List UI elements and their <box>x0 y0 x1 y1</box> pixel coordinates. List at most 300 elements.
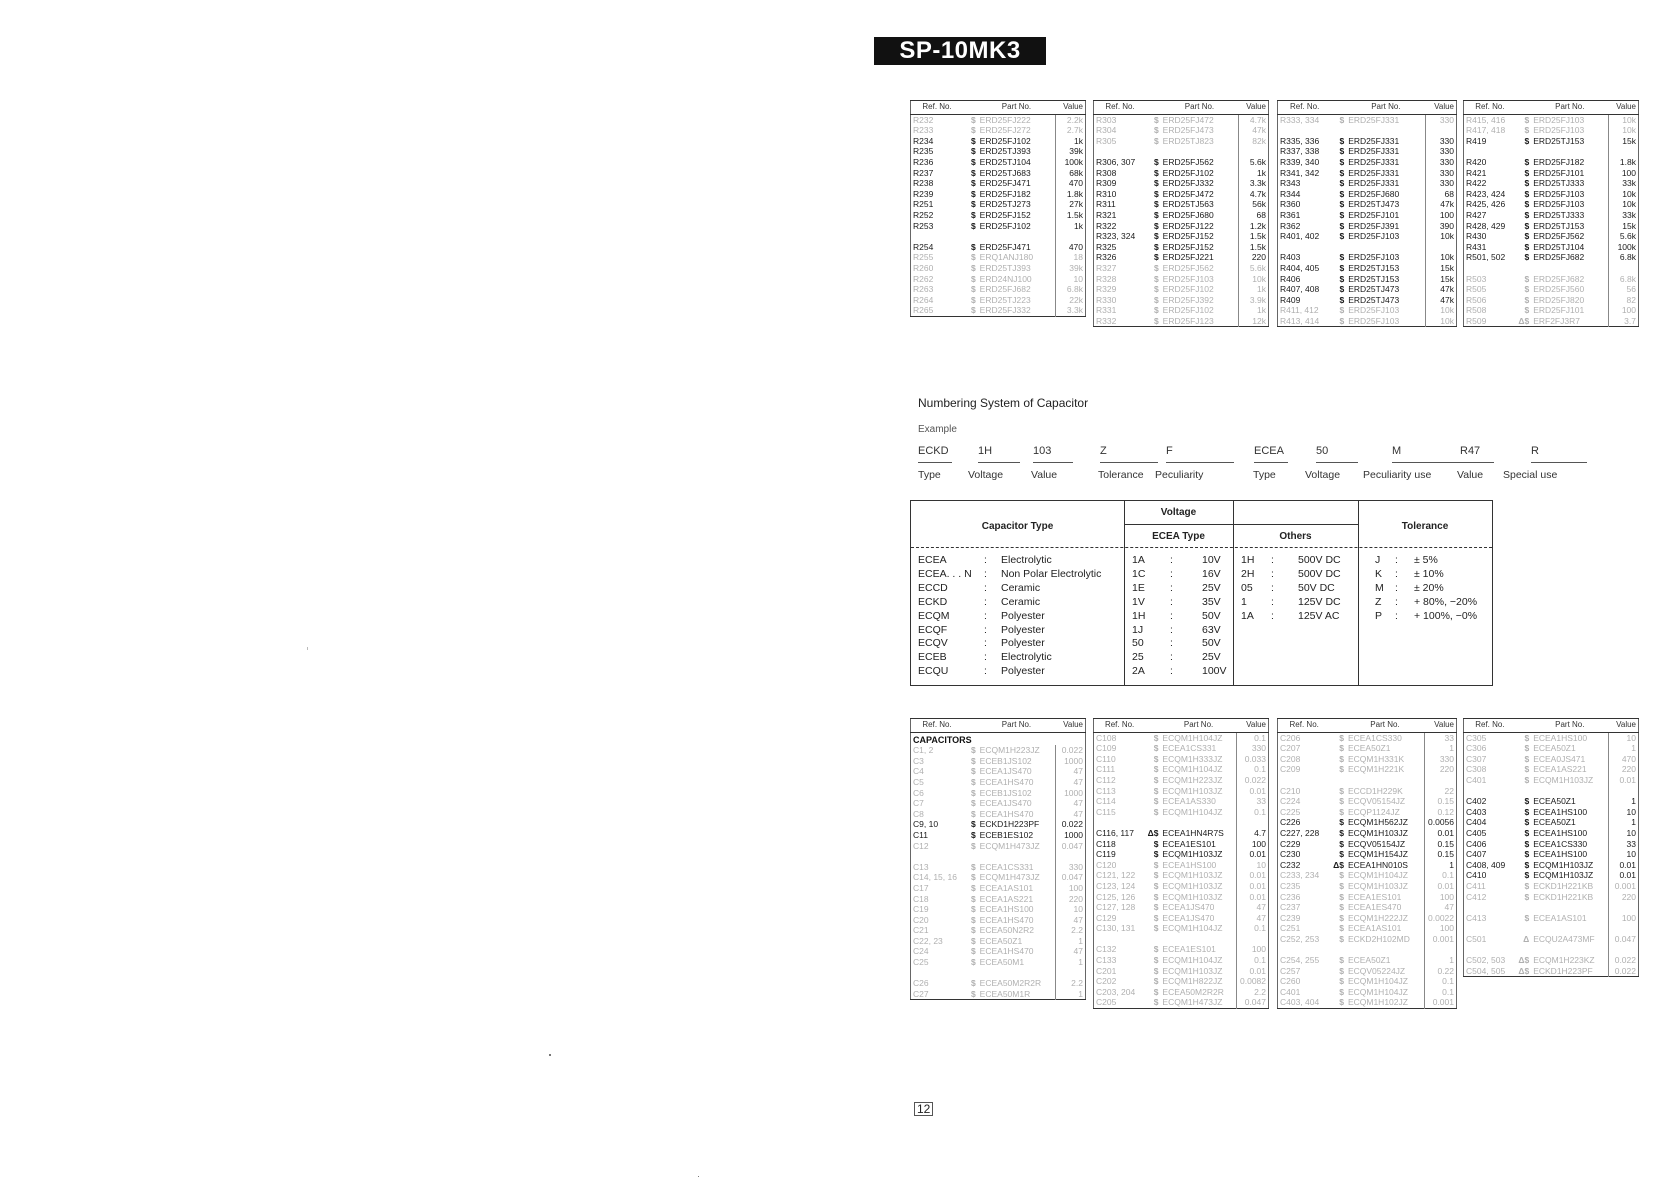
cell-pre: $ <box>970 252 976 263</box>
cell-ref: C209 <box>1280 764 1301 775</box>
cell-ref: R331 <box>1096 305 1117 316</box>
cell-val: 1 <box>1424 860 1457 871</box>
cell-val: 1.8k <box>1608 157 1638 168</box>
tolerance-cell: ± 5% <box>1414 554 1438 566</box>
tolerance-cell: K <box>1375 567 1383 580</box>
other-voltage-cell: 125V AC <box>1298 609 1340 622</box>
ecea-voltage-cell: 35V <box>1202 595 1221 608</box>
cell-ref: R428, 429 <box>1466 220 1506 231</box>
cell-val: 15k <box>1608 221 1638 232</box>
cell-ref: C5 <box>913 776 924 787</box>
cell-ref: C121, 122 <box>1096 870 1136 881</box>
cell-val: 0.1 <box>1237 732 1269 743</box>
table-row <box>1094 923 1269 934</box>
cell-val: 6.8k <box>1608 252 1638 263</box>
table-row <box>1464 168 1639 179</box>
capacitor-table-1 <box>910 718 1086 1000</box>
table-row <box>1094 902 1269 913</box>
column-header: Value <box>1237 719 1269 733</box>
table-row <box>1278 976 1457 987</box>
cell-ref: R427 <box>1466 209 1487 220</box>
cell-part <box>978 231 1056 242</box>
cell-part: ERD25FJ101 <box>1533 305 1585 316</box>
cell-pre: $ <box>1339 231 1345 242</box>
cell-val: 82k <box>1238 136 1268 147</box>
cell-val: 47 <box>1055 946 1085 957</box>
cell-val <box>1608 146 1638 157</box>
ecea-voltage-cell: : <box>1170 623 1173 636</box>
cell-pre: $ <box>1524 220 1530 231</box>
cell-pre: $ <box>1153 188 1159 199</box>
ecea-voltage-cell: 50V <box>1202 609 1221 622</box>
cell-val: 0.0056 <box>1424 817 1457 828</box>
table-row <box>1464 732 1639 743</box>
table-row <box>1464 849 1639 860</box>
table-row <box>1094 786 1269 797</box>
cell-part: ECQM1H154JZ <box>1347 849 1408 860</box>
cell-val: 10k <box>1426 231 1457 242</box>
cell-val: 68 <box>1238 210 1268 221</box>
cell-part: ERD25FJ331 <box>1348 135 1400 146</box>
model-title: SP-10MK3 <box>874 37 1046 65</box>
cell-pre: $ <box>1524 849 1530 860</box>
cell-ref: C412 <box>1466 891 1487 902</box>
cell-part: ECEA0JS471 <box>1533 753 1586 764</box>
table-row <box>1464 817 1639 828</box>
cell-part: ECEA1ES101 <box>1162 838 1216 849</box>
table-row <box>1278 923 1457 934</box>
cell-part: ECQM1H223KZ <box>1533 955 1595 966</box>
ecea-voltage-cell: : <box>1170 665 1173 678</box>
table-row <box>1278 966 1457 977</box>
column-header: Ref. No. <box>1094 101 1147 115</box>
code-part: 50 <box>1316 445 1329 457</box>
table-row <box>911 851 1086 862</box>
cell-part: ECEA1JS470 <box>1162 912 1215 923</box>
cell-val: 0.022 <box>1055 745 1085 756</box>
table-row <box>1094 976 1269 987</box>
cell-part: ECQM1H103JZ <box>1347 827 1408 838</box>
cell-val: 10k <box>1608 114 1638 125</box>
cell-ref: R264 <box>913 294 934 305</box>
cell-val: 4.7 <box>1237 828 1269 839</box>
cell-pre: $ <box>1339 209 1345 220</box>
cell-pre: $ <box>970 220 976 231</box>
table-row <box>911 136 1086 147</box>
cell-ref: R337, 338 <box>1280 146 1320 157</box>
cell-val <box>1608 786 1638 797</box>
ecea-type-header: ECEA Type <box>1152 531 1205 542</box>
column-header: Part No. <box>978 101 1056 115</box>
cell-part: ERD25FJ562 <box>1162 156 1214 167</box>
cell-ref: C208 <box>1280 753 1301 764</box>
cell-pre: $ <box>970 284 976 295</box>
cell-val: 10k <box>1426 316 1457 327</box>
cell-part: ERD25FJ102 <box>1162 167 1214 178</box>
cell-ref: C308 <box>1466 764 1487 775</box>
cell-pre <box>963 851 978 862</box>
cell-ref: C133 <box>1096 955 1117 966</box>
column-header: Part No. <box>1160 719 1236 733</box>
cell-ref: C501 <box>1466 933 1487 944</box>
cell-pre: $ <box>1339 262 1345 273</box>
other-voltage-cell: : <box>1271 609 1274 622</box>
cell-part: ECEA1CS331 <box>1162 743 1217 754</box>
cell-part: ERD25TJ153 <box>1533 220 1585 231</box>
others-header: Others <box>1279 531 1312 542</box>
table-row <box>1464 114 1639 125</box>
cell-ref: R505 <box>1466 284 1487 295</box>
table-row <box>911 788 1086 799</box>
resistor-table-2 <box>1093 100 1269 327</box>
table-header <box>1094 719 1269 733</box>
cell-ref: R421 <box>1466 167 1487 178</box>
cell-ref: C27 <box>913 988 929 999</box>
cell-ref: C3 <box>913 755 924 766</box>
cell-val: 470 <box>1608 754 1638 765</box>
table-row <box>1278 316 1457 327</box>
cell-val: 0.01 <box>1608 860 1638 871</box>
cell-ref: R234 <box>913 135 934 146</box>
column-header: Part No. <box>1161 101 1239 115</box>
cell-val: 33k <box>1608 210 1638 221</box>
cell-ref: R322 <box>1096 220 1117 231</box>
cell-ref: C202 <box>1096 976 1117 987</box>
tolerance-cell: : <box>1395 554 1398 566</box>
cell-ref: R253 <box>913 220 934 231</box>
cell-ref: C120 <box>1096 859 1117 870</box>
cell-val: 15k <box>1426 263 1457 274</box>
cell-val: 0.15 <box>1424 839 1457 850</box>
cell-val: 0.22 <box>1424 966 1457 977</box>
cell-pre: $ <box>1524 305 1530 316</box>
table-row <box>1094 125 1269 136</box>
cell-val: 100k <box>1608 242 1638 253</box>
cell-part: ECEA1HS100 <box>1533 849 1588 860</box>
cell-ref: R260 <box>913 262 934 273</box>
cell-part: ECQM1H104JZ <box>1162 955 1223 966</box>
ecea-voltage-cell: : <box>1170 637 1173 650</box>
table-row <box>1278 125 1457 136</box>
other-voltage-cell: : <box>1271 595 1274 608</box>
cell-ref: C1, 2 <box>913 745 934 756</box>
other-voltage-cell: 1A <box>1241 609 1254 622</box>
cell-pre: $ <box>1153 156 1159 167</box>
cell-ref: C237 <box>1280 902 1301 913</box>
cell-part: ECKD1H221KB <box>1533 891 1594 902</box>
column-header: Value <box>1238 101 1268 115</box>
cell-val: 0.1 <box>1424 870 1457 881</box>
cell-pre: $ <box>1153 294 1159 305</box>
table-row <box>911 274 1086 285</box>
cell-part <box>1531 923 1608 934</box>
table-row <box>1464 252 1639 263</box>
cell-pre <box>1145 817 1160 828</box>
table-row <box>911 210 1086 221</box>
table-row <box>1278 263 1457 274</box>
table-row <box>1464 210 1639 221</box>
cell-ref: R304 <box>1096 125 1117 136</box>
cell-part: ECEA1HS470 <box>979 914 1034 925</box>
table-row <box>1278 817 1457 828</box>
table-row <box>1464 966 1639 977</box>
cell-ref: C112 <box>1096 774 1116 785</box>
cell-val: 100 <box>1426 210 1457 221</box>
cell-ref: R238 <box>913 178 934 189</box>
cell-pre: $ <box>1524 880 1530 891</box>
cell-part: ERD25TJ683 <box>979 167 1031 178</box>
cell-ref: C201 <box>1096 965 1117 976</box>
ecea-voltage-cell: 1E <box>1132 581 1145 594</box>
cell-ref: R508 <box>1466 305 1487 316</box>
cell-val: 47k <box>1238 125 1268 136</box>
cell-part: ERD25TJ393 <box>979 262 1031 273</box>
cell-ref: R254 <box>913 241 934 252</box>
page-number: 12 <box>914 1102 933 1116</box>
table-row <box>911 168 1086 179</box>
table-row <box>1464 870 1639 881</box>
cell-val: 0.1 <box>1237 807 1269 818</box>
cell-val: 1 <box>1608 796 1638 807</box>
cell-ref: R409 <box>1280 294 1301 305</box>
cell-part: ECEA1AS221 <box>979 893 1034 904</box>
capacitor-type-table <box>910 500 1493 686</box>
cell-ref: C226 <box>1280 817 1301 828</box>
cell-part: ECQM1H103JZ <box>1162 891 1223 902</box>
cell-ref <box>1094 146 1147 157</box>
cell-val: 330 <box>1055 862 1085 873</box>
cell-ref: C4 <box>913 766 924 777</box>
cell-ref: C6 <box>913 787 924 798</box>
table-row <box>911 830 1086 841</box>
cell-pre: $ <box>1153 880 1159 891</box>
code-label: Value <box>1457 469 1484 481</box>
cell-part: ECEA1HS100 <box>1533 732 1588 743</box>
other-voltage-cell: 125V DC <box>1298 595 1341 608</box>
cell-pre: $ <box>970 125 976 136</box>
cell-part: ECQM1H223JZ <box>1162 774 1223 785</box>
table-row <box>1278 828 1457 839</box>
column-header: Value <box>1608 719 1638 733</box>
cell-val: 10k <box>1238 274 1268 285</box>
cell-part: ERD25FJ331 <box>1348 156 1400 167</box>
capacitor-table-2 <box>1093 718 1269 1009</box>
cell-part: ECEA1HS100 <box>979 904 1034 915</box>
cell-pre: $ <box>1153 997 1159 1008</box>
cell-pre: $ <box>1339 997 1344 1008</box>
cell-val: 4.7k <box>1238 189 1268 200</box>
cell-ref: R407, 408 <box>1280 284 1320 295</box>
cell-part: ECEA1HS470 <box>979 776 1034 787</box>
cell-ref: C114 <box>1096 796 1116 807</box>
cell-val: 4.7k <box>1238 114 1268 125</box>
cell-val: 47 <box>1055 766 1085 777</box>
capacitor-type-cell: Polyester <box>1001 665 1045 678</box>
table-row <box>1464 743 1639 754</box>
table-row <box>911 284 1086 295</box>
cell-val: 220 <box>1055 894 1085 905</box>
cell-part: ERD25FJ101 <box>1348 209 1400 220</box>
cell-pre: $ <box>1339 880 1344 891</box>
column-header <box>963 101 978 115</box>
column-header: Part No. <box>978 719 1056 733</box>
table-row <box>1464 860 1639 871</box>
cell-pre: $ <box>1339 743 1344 754</box>
other-voltage-cell: : <box>1271 567 1274 580</box>
cell-ref: R506 <box>1466 294 1487 305</box>
capacitor-type-cell: : <box>984 554 987 566</box>
table-row <box>1278 157 1457 168</box>
code-underline <box>1254 462 1288 463</box>
cell-pre: $ <box>1153 923 1159 934</box>
cell-pre: $ <box>1339 220 1345 231</box>
cell-val: 10k <box>1608 189 1638 200</box>
cell-val: 0.047 <box>1055 872 1085 883</box>
cell-ref <box>911 851 964 862</box>
cell-val: 0.01 <box>1608 870 1638 881</box>
cell-val: 1k <box>1238 305 1268 316</box>
code-underline <box>1316 462 1358 463</box>
cell-val: 1.5k <box>1238 231 1268 242</box>
cell-ref <box>1464 944 1516 955</box>
tolerance-cell: : <box>1395 609 1398 622</box>
cell-pre: $ <box>1153 135 1159 146</box>
cell-ref: C257 <box>1280 965 1301 976</box>
table-row <box>1464 934 1639 945</box>
cell-ref: C25 <box>913 957 929 968</box>
cell-pre: $ <box>1339 178 1345 189</box>
cell-val: 0.15 <box>1424 849 1457 860</box>
table-row <box>1464 231 1639 242</box>
cell-pre: $ <box>1339 732 1344 743</box>
cell-val: 47 <box>1055 798 1085 809</box>
cell-ref: C9, 10 <box>913 819 939 830</box>
cell-part: ECEA1HS470 <box>979 946 1034 957</box>
cell-part: ECQM1H104JZ <box>1162 923 1223 934</box>
cell-val: 0.01 <box>1237 786 1269 797</box>
tolerance-cell: : <box>1395 581 1398 594</box>
cell-val: 1.5k <box>1055 210 1085 221</box>
cell-val: 15k <box>1608 136 1638 147</box>
ecea-voltage-cell: 10V <box>1202 554 1221 566</box>
table-row <box>911 925 1086 936</box>
cell-part: ERD25TJ104 <box>1533 241 1585 252</box>
cell-part: ERD25TJ823 <box>1162 135 1214 146</box>
cell-pre: $ <box>1339 305 1345 316</box>
cell-part: ERD25TJ153 <box>1348 262 1400 273</box>
table-row <box>1278 114 1457 125</box>
cell-pre <box>1516 902 1531 913</box>
cell-val: 2.2 <box>1055 925 1085 936</box>
cell-val: 47 <box>1237 913 1269 924</box>
cell-val: 0.15 <box>1424 796 1457 807</box>
table-row <box>911 915 1086 926</box>
cell-pre: $ <box>970 840 976 851</box>
cell-pre: $ <box>970 178 976 189</box>
table-row <box>911 872 1086 883</box>
cell-pre: $ <box>1153 806 1159 817</box>
cell-val: 1 <box>1424 743 1457 754</box>
cell-part: ERD25FJ102 <box>979 135 1031 146</box>
table-row <box>911 841 1086 852</box>
cell-pre: $ <box>970 978 976 989</box>
cell-ref: R328 <box>1096 273 1117 284</box>
cell-part: ERD25FJ331 <box>1348 114 1400 125</box>
cell-part: ERD25FJ102 <box>979 220 1031 231</box>
column-header <box>1516 719 1531 733</box>
cell-val: 330 <box>1237 743 1269 754</box>
cell-val <box>1426 125 1457 136</box>
cell-pre: $ <box>970 188 976 199</box>
cell-val: 22 <box>1424 786 1457 797</box>
cell-part: ECEA50Z1 <box>1347 955 1391 966</box>
table-header <box>1278 719 1457 733</box>
code-part: 1H <box>978 445 993 457</box>
table-row <box>911 809 1086 820</box>
cell-part: ECEA1HS100 <box>1162 859 1217 870</box>
code-part: ECEA <box>1254 445 1284 457</box>
cell-ref: C20 <box>913 914 929 925</box>
table-row <box>1464 146 1639 157</box>
tolerance-cell: Z <box>1375 595 1382 608</box>
column-header: Part No. <box>1531 101 1608 115</box>
cell-pre: $ <box>1153 912 1159 923</box>
cell-pre: $ <box>1153 241 1159 252</box>
cell-pre: $ <box>970 882 976 893</box>
table-row <box>1464 125 1639 136</box>
cell-part: ECQM1H104JZ <box>1347 986 1408 997</box>
table-row <box>1278 892 1457 903</box>
cell-ref: R329 <box>1096 284 1117 295</box>
cell-ref: C118 <box>1096 838 1116 849</box>
cell-val: 1000 <box>1055 788 1085 799</box>
cell-val: 56 <box>1608 284 1638 295</box>
table-row <box>1464 839 1639 850</box>
cell-val: 390 <box>1426 221 1457 232</box>
table-row <box>1278 136 1457 147</box>
cell-val: 330 <box>1426 146 1457 157</box>
cell-part: ECEA50M2R2R <box>1162 986 1224 997</box>
table-row <box>1094 796 1269 807</box>
cell-val: 3.3k <box>1055 305 1085 316</box>
cell-pre: Δ$ <box>1147 827 1159 838</box>
cell-part <box>1346 242 1425 253</box>
cell-pre: $ <box>1524 817 1530 828</box>
cell-part: ECQM1H103JZ <box>1162 849 1223 860</box>
table-row <box>911 957 1086 968</box>
table-row <box>1094 828 1269 839</box>
cell-part: ECQM1H473JZ <box>979 872 1040 883</box>
cell-part: ECEA1HS100 <box>1533 827 1588 838</box>
table-row <box>1094 178 1269 189</box>
cell-ref: C410 <box>1466 870 1487 881</box>
cell-val: 100 <box>1424 923 1457 934</box>
code-part: M <box>1392 445 1402 457</box>
table-row <box>1094 136 1269 147</box>
table-row <box>1278 881 1457 892</box>
table-row <box>1464 242 1639 253</box>
table-row <box>1094 146 1269 157</box>
cell-ref: C401 <box>1280 986 1301 997</box>
table-row <box>911 936 1086 947</box>
cell-pre: $ <box>1153 209 1159 220</box>
cell-part: ERD25FJ820 <box>1533 294 1585 305</box>
cell-val: 1 <box>1055 957 1085 968</box>
cell-pre: $ <box>1153 955 1159 966</box>
table-row <box>1278 295 1457 306</box>
tolerance-cell: ± 10% <box>1414 567 1444 580</box>
table-row <box>1094 316 1269 327</box>
